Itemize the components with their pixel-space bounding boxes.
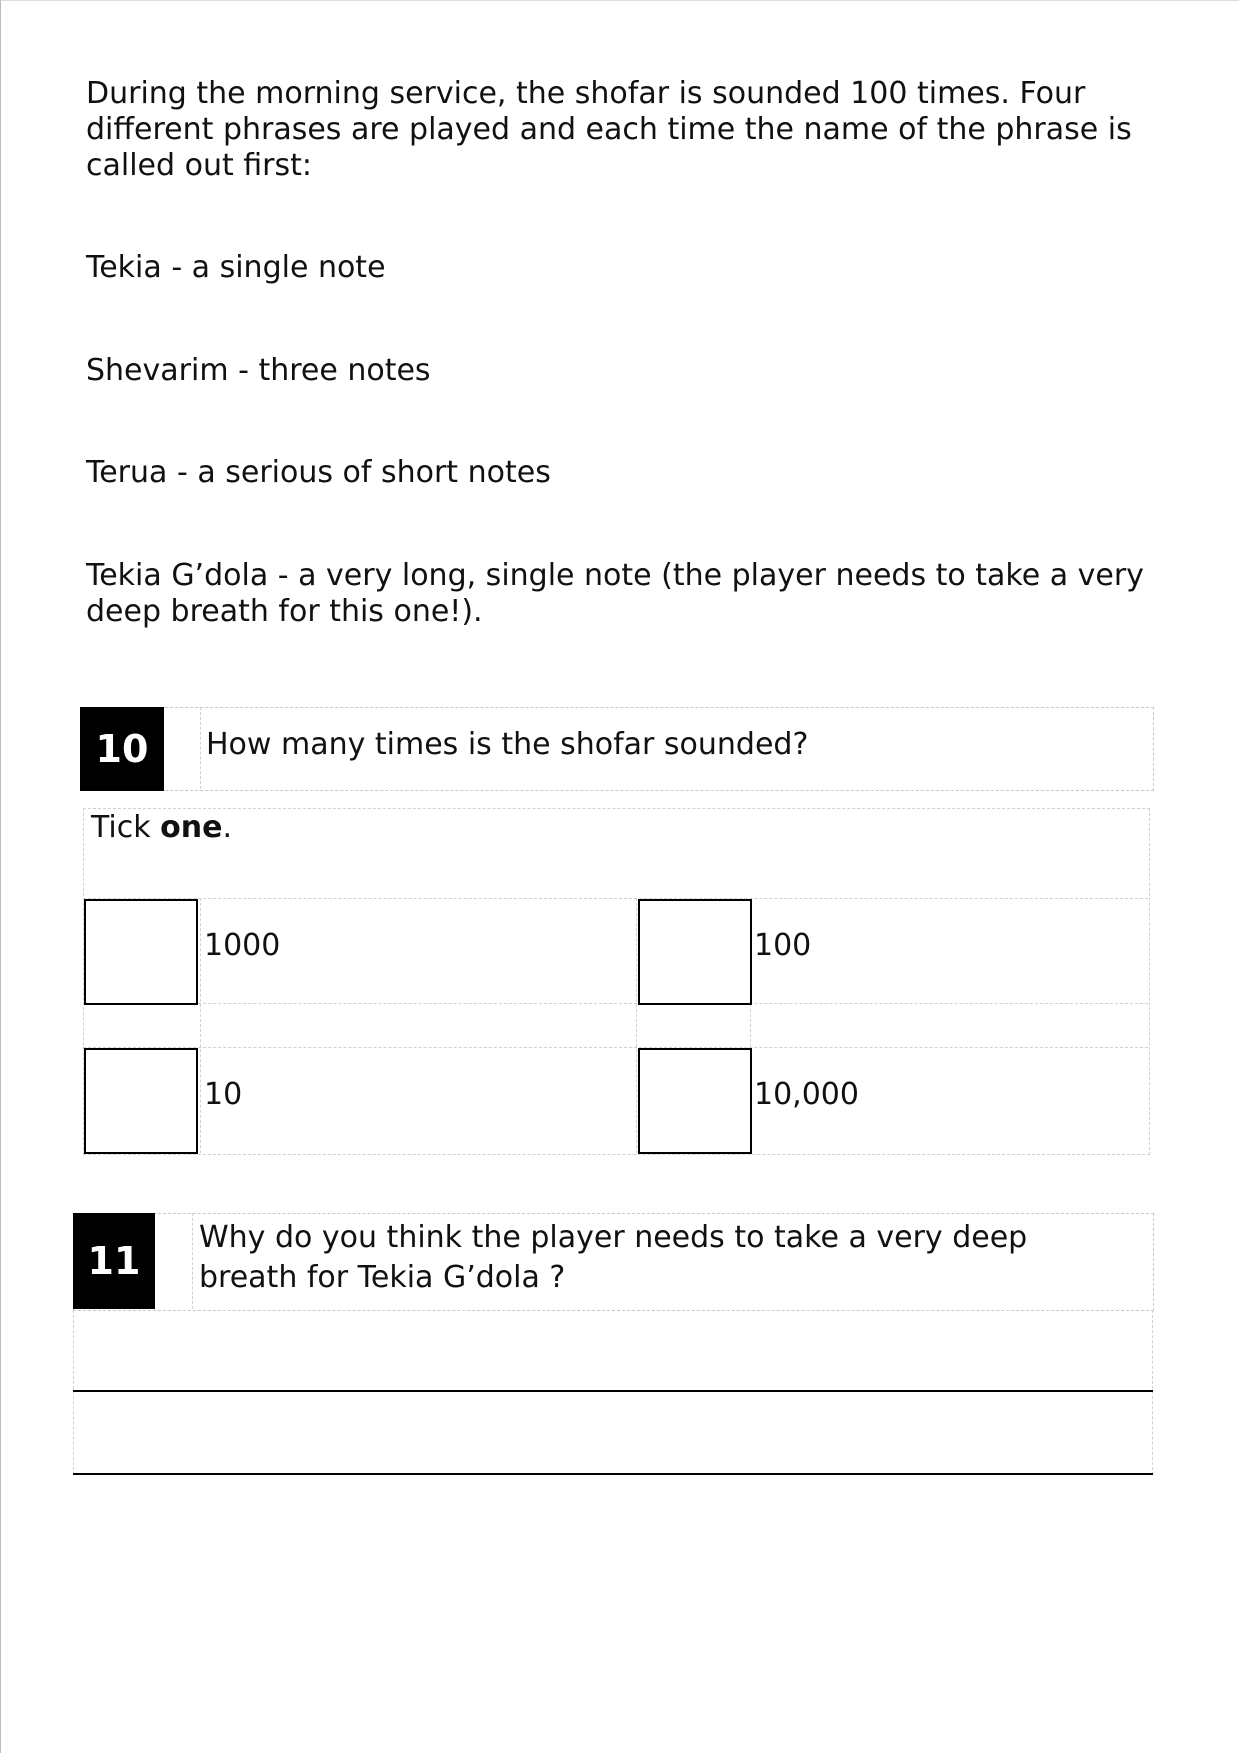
- divider: [1152, 1310, 1153, 1475]
- option-10000-checkbox[interactable]: [638, 1048, 752, 1154]
- divider: [83, 898, 1148, 899]
- option-1000-checkbox[interactable]: [84, 899, 198, 1005]
- divider: [73, 1310, 74, 1475]
- divider: [83, 1003, 1148, 1004]
- intro-paragraph: During the morning service, the shofar is sounded 100 times. Four different phrases are played and each time the name of the phrase is called out first:: [86, 76, 1132, 183]
- divider: [200, 898, 201, 1153]
- phrase-tekia-gdola: Tekia G’dola - a very long, single note (the player needs to take a very deep breath for this one!).: [86, 558, 1144, 629]
- phrase-tekia: Tekia - a single note: [86, 250, 386, 285]
- tick-instruction: Tick one.: [91, 810, 233, 845]
- divider: [192, 1213, 193, 1309]
- answer-line-2[interactable]: [73, 1473, 1153, 1475]
- option-10000-label: 10,000: [754, 1077, 859, 1112]
- divider: [83, 1047, 1148, 1048]
- phrase-shevarim: Shevarim - three notes: [86, 353, 431, 388]
- question-10-text: How many times is the shofar sounded?: [206, 727, 809, 762]
- phrase-terua: Terua - a serious of short notes: [86, 455, 551, 490]
- answer-line-1[interactable]: [73, 1390, 1153, 1392]
- question-11-text: Why do you think the player needs to take a very deep breath for Tekia G’dola ?: [199, 1220, 1028, 1295]
- answer-grid: [83, 808, 1150, 1155]
- option-100-checkbox[interactable]: [638, 899, 752, 1005]
- option-100-label: 100: [754, 928, 812, 963]
- option-10-checkbox[interactable]: [84, 1048, 198, 1154]
- divider: [200, 707, 201, 789]
- option-10-label: 10: [204, 1077, 243, 1112]
- question-10-number: 10: [80, 707, 164, 791]
- option-1000-label: 1000: [204, 928, 281, 963]
- divider: [636, 898, 637, 1153]
- question-11-number: 11: [73, 1213, 155, 1309]
